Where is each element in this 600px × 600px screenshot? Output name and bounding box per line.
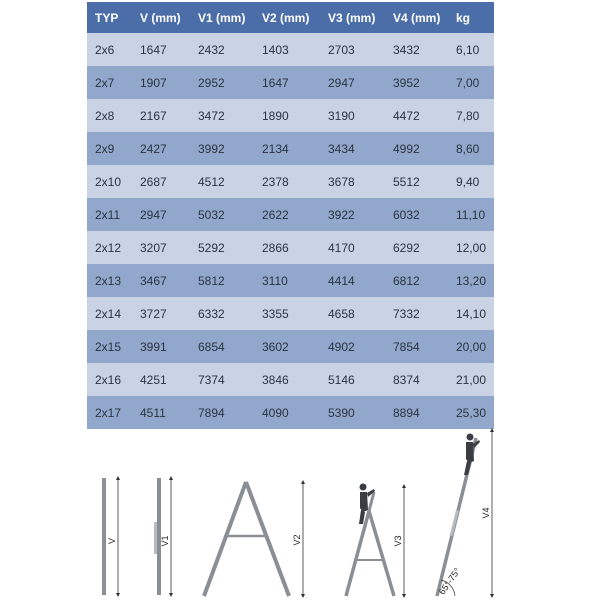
column-header: TYP [87,2,132,33]
table-row [87,330,494,363]
table-cell: 1647 [132,33,190,66]
table-cell: 4658 [320,297,385,330]
table-cell: 3922 [320,198,385,231]
table-cell: 6812 [385,264,450,297]
table-cell: 3727 [132,297,190,330]
table-cell: 2378 [254,165,320,198]
ladder-rail [102,478,106,595]
table-cell: 2x15 [87,330,132,363]
table-cell: 20,00 [450,330,494,363]
label-v2: V2 [292,534,302,546]
table-cell: 4090 [254,396,320,429]
table-row [87,297,494,330]
table-cell: 6,10 [450,33,494,66]
table-cell: 3467 [132,264,190,297]
ladder-leg [346,511,369,596]
ladder-leg [246,482,289,596]
table-cell: 2947 [320,66,385,99]
table-cell: 7,80 [450,99,494,132]
table-cell: 3472 [190,99,254,132]
label-v4: V4 [481,507,491,519]
column-header: V4 (mm) [385,2,450,33]
table-cell: 2x7 [87,66,132,99]
table-cell: 3991 [132,330,190,363]
column-header: V2 (mm) [254,2,320,33]
table-cell: 5292 [190,231,254,264]
table-cell: 7,00 [450,66,494,99]
table-cell: 5812 [190,264,254,297]
worker-figure [464,434,480,476]
table-cell: 7332 [385,297,450,330]
table-row [87,99,494,132]
column-header: V1 (mm) [190,2,254,33]
ladder-leg [204,482,246,596]
table-cell: 3190 [320,99,385,132]
column-header: V (mm) [132,2,190,33]
diagram-a-frame-with-worker [346,484,404,597]
table-cell: 2866 [254,231,320,264]
table-cell: 11,10 [450,198,494,231]
table-cell: 2x12 [87,231,132,264]
table-cell: 3207 [132,231,190,264]
table-cell: 1890 [254,99,320,132]
table-cell: 4902 [320,330,385,363]
table-cell: 4512 [190,165,254,198]
table-cell: 8894 [385,396,450,429]
table-cell: 3952 [385,66,450,99]
ladder-overlap [154,522,157,554]
diagram-closed-ladder [102,478,118,595]
table-cell: 6032 [385,198,450,231]
table-row [87,33,494,66]
table-cell: 4170 [320,231,385,264]
table-cell: 3434 [320,132,385,165]
ladder-leg [369,511,394,596]
table-cell: 2134 [254,132,320,165]
table-cell: 5032 [190,198,254,231]
table-cell: 14,10 [450,297,494,330]
table-cell: 6332 [190,297,254,330]
table-cell: 3432 [385,33,450,66]
table-cell: 2952 [190,66,254,99]
table-cell: 21,00 [450,363,494,396]
label-v3: V3 [393,535,403,547]
table-cell: 8,60 [450,132,494,165]
column-header: kg [450,2,494,33]
table-cell: 3110 [254,264,320,297]
table-row [87,264,494,297]
ladder-diagrams [0,425,600,600]
table-cell: 2x13 [87,264,132,297]
table-cell: 7894 [190,396,254,429]
table-cell: 2x11 [87,198,132,231]
table-body [87,33,494,429]
table-cell: 7854 [385,330,450,363]
label-v: V [107,537,117,545]
table-cell: 6854 [190,330,254,363]
table-cell: 2167 [132,99,190,132]
table-cell: 3992 [190,132,254,165]
table-cell: 3355 [254,297,320,330]
table-cell: 12,00 [450,231,494,264]
table-cell: 3602 [254,330,320,363]
table-cell: 13,20 [450,264,494,297]
table-cell: 2x6 [87,33,132,66]
table-row [87,231,494,264]
table-cell: 1907 [132,66,190,99]
table-cell: 1647 [254,66,320,99]
table-header [87,2,494,33]
table-row [87,66,494,99]
table-cell: 8374 [385,363,450,396]
table-cell: 25,30 [450,396,494,429]
table-cell: 4992 [385,132,450,165]
table-cell: 3846 [254,363,320,396]
table-cell: 3678 [320,165,385,198]
table-row [87,198,494,231]
label-angle: 65°-75° [436,566,463,597]
table-cell: 2x17 [87,396,132,429]
table-cell: 2622 [254,198,320,231]
diagram-extended-ladder [154,478,171,595]
table-cell: 9,40 [450,165,494,198]
ladder-spec-table [87,2,494,429]
table-cell: 7374 [190,363,254,396]
table-row [87,132,494,165]
table-cell: 5512 [385,165,450,198]
label-v1: V1 [160,535,170,547]
table-cell: 2947 [132,198,190,231]
table-cell: 4472 [385,99,450,132]
table-cell: 4251 [132,363,190,396]
table-cell: 2703 [320,33,385,66]
table-cell: 6292 [385,231,450,264]
table-cell: 5146 [320,363,385,396]
table-cell: 2432 [190,33,254,66]
table-cell: 2x8 [87,99,132,132]
table-cell: 2x9 [87,132,132,165]
table-cell: 1403 [254,33,320,66]
table-row [87,363,494,396]
table-cell: 2x16 [87,363,132,396]
table-cell: 2x14 [87,297,132,330]
diagram-leaning-ladder [437,430,492,597]
table-cell: 2427 [132,132,190,165]
table-cell: 2x10 [87,165,132,198]
table-cell: 2687 [132,165,190,198]
column-header: V3 (mm) [320,2,385,33]
table-row [87,165,494,198]
table-cell: 4414 [320,264,385,297]
diagram-a-frame-ladder [204,482,303,596]
table-cell: 4511 [132,396,190,429]
table-cell: 5390 [320,396,385,429]
header-row [87,2,494,33]
